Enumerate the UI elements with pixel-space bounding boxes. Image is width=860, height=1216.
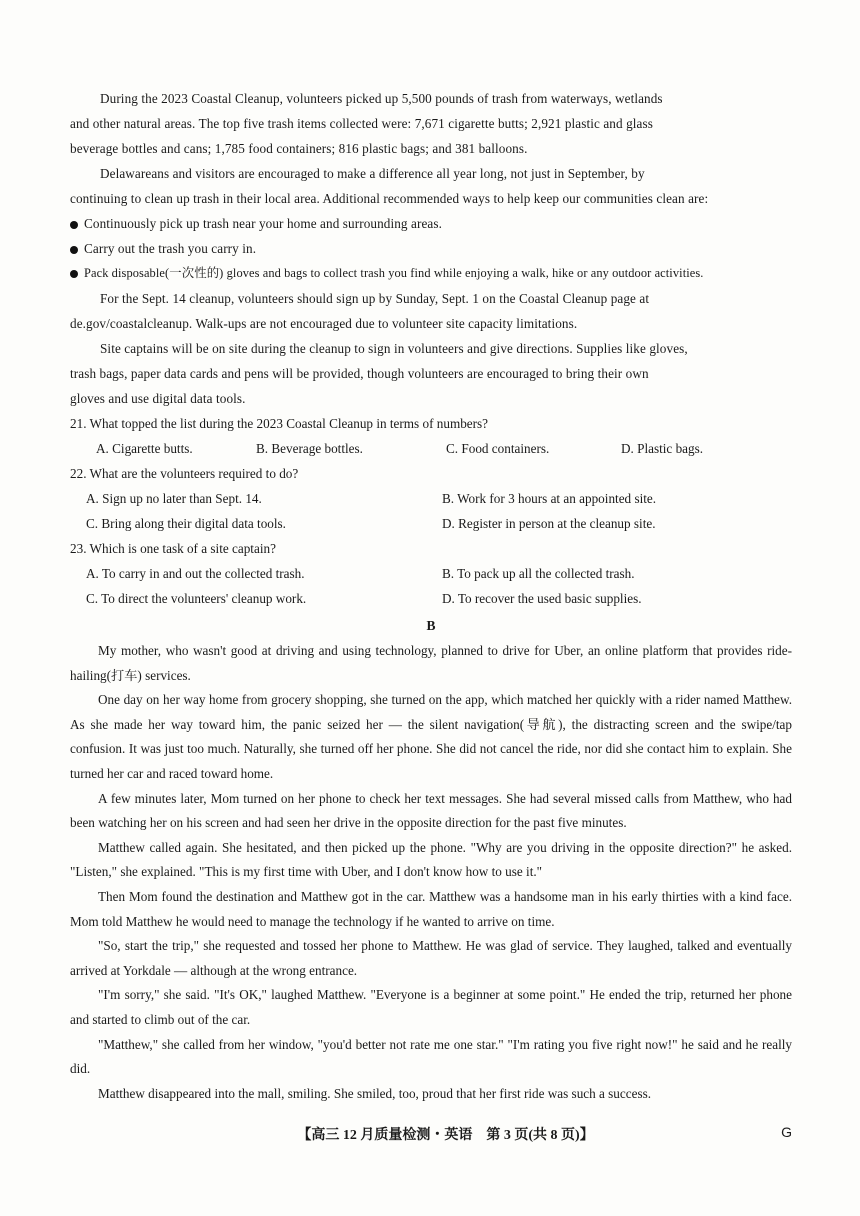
passage-a-line-3: beverage bottles and cans; 1,785 food containers; 816 plastic bags; and 381 balloons. — [70, 141, 528, 156]
section-b-paragraph: Matthew called again. She hesitated, and then picked up the phone. "Why are you driving in the opposite direction?" he asked. "Listen," she explained. "This is my first time with Uber, and I don't know how to use it." — [70, 839, 792, 880]
passage-a-line-4: Delawareans and visitors are encouraged to make a difference all year long, not just in September, by — [100, 166, 645, 181]
bullet-item — [70, 261, 792, 286]
question-21-stem: 21. What topped the list during the 2023 Coastal Cleanup in terms of numbers? — [70, 416, 489, 431]
question-22-stem: 22. What are the volunteers required to do? — [70, 466, 299, 481]
option-b: B. Work for 3 hours at an appointed site. — [442, 491, 657, 506]
bullet-text: Pack disposable(一次性的) gloves and bags to collect trash you find while enjoying a walk, hike or any outdoor activities. — [84, 266, 704, 280]
question-22-options-row-1 — [70, 486, 792, 511]
section-b-paragraph: "I'm sorry," she said. "It's OK," laughed Matthew. "Everyone is a beginner at some point." He ended the trip, returned her phone and started to climb out of the car. — [70, 987, 792, 1027]
section-b-paragraph: "Matthew," she called from her window, "you'd better not rate me one star." "I'm rating you five right now!" he said and he really did. — [70, 1036, 792, 1077]
question-21-options — [70, 436, 792, 461]
bullet-icon — [70, 270, 78, 278]
bullet-icon — [70, 246, 78, 254]
question-22-options-row-2 — [70, 511, 792, 536]
option-b: B. Beverage bottles. — [256, 441, 363, 456]
option-b: B. To pack up all the collected trash. — [442, 566, 635, 581]
question-23-stem: 23. Which is one task of a site captain? — [70, 541, 276, 556]
passage-a-line-7: de.gov/coastalcleanup. Walk-ups are not encouraged due to volunteer site capacity limitations. — [70, 316, 578, 331]
option-a: A. Sign up no later than Sept. 14. — [86, 491, 262, 506]
passage-a-line-1: During the 2023 Coastal Cleanup, volunteers picked up 5,500 pounds of trash from waterways, wetlands — [100, 91, 663, 106]
option-c: C. Bring along their digital data tools. — [86, 516, 286, 531]
option-a: A. To carry in and out the collected trash. — [86, 566, 305, 581]
footer-code: G — [781, 1124, 792, 1140]
bullet-item — [70, 211, 792, 236]
section-b-paragraph: Matthew disappeared into the mall, smiling. She smiled, too, proud that her first ride was such a success. — [98, 1085, 652, 1101]
passage-a-line-9: trash bags, paper data cards and pens will be provided, though volunteers are encouraged to bring their own — [70, 366, 649, 381]
question-23-options-row-2 — [70, 586, 792, 611]
page-footer — [70, 1124, 792, 1144]
footer-text: 【高三 12 月质量检测・英语 第 3 页(共 8 页)】 — [297, 1128, 594, 1143]
bullet-item — [70, 236, 792, 261]
exam-page — [70, 86, 792, 1106]
bullet-text: Continuously pick up trash near your home and surrounding areas. — [84, 216, 442, 231]
option-d: D. Register in person at the cleanup site. — [442, 516, 656, 531]
section-b-paragraph: A few minutes later, Mom turned on her phone to check her text messages. She had several missed calls from Matthew, who had been watching her on his screen and had seen her drive in the opposite direction for the past five minutes. — [70, 790, 792, 831]
passage-a-line-6: For the Sept. 14 cleanup, volunteers should sign up by Sunday, Sept. 1 on the Coastal Cleanup page at — [100, 291, 650, 306]
passage-a-line-10: gloves and use digital data tools. — [70, 391, 246, 406]
option-d: D. To recover the used basic supplies. — [442, 591, 642, 606]
passage-a-line-2: and other natural areas. The top five trash items collected were: 7,671 cigarette butts; 2,921 plastic and glass — [70, 116, 653, 131]
section-b-paragraph: My mother, who wasn't good at driving and using technology, planned to drive for Uber, an online platform that provides ride-hailing(打车) services. — [70, 643, 792, 683]
option-d: D. Plastic bags. — [621, 441, 704, 456]
section-b-paragraph: Then Mom found the destination and Matthew got in the car. Matthew was a handsome man in his early thirties with a kind face. Mom told Matthew he would need to manage the technology if he wanted to arrive on time. — [70, 888, 792, 929]
bullet-icon — [70, 221, 78, 229]
option-c: C. Food containers. — [446, 441, 550, 456]
section-b-paragraph: One day on her way home from grocery shopping, she turned on the app, which matched her quickly with a rider named Matthew. As she made her way toward him, the panic seized her — the silent navigation(导航), the distracting screen and the swipe/tap confusion. It was just too much. Naturally, she turned off her phone. She did not cancel the ride, nor did she contact him to explain. She turned her car and raced toward home. — [70, 692, 792, 781]
option-a: A. Cigarette butts. — [96, 441, 193, 456]
option-c: C. To direct the volunteers' cleanup work. — [86, 591, 307, 606]
question-23-options-row-1 — [70, 561, 792, 586]
bullet-text: Carry out the trash you carry in. — [84, 241, 257, 256]
passage-a-line-5: continuing to clean up trash in their local area. Additional recommended ways to help keep our communities clean are: — [70, 191, 709, 206]
passage-a-line-8: Site captains will be on site during the cleanup to sign in volunteers and give directions. Supplies like gloves, — [100, 341, 688, 356]
section-b-paragraph: "So, start the trip," she requested and tossed her phone to Matthew. He was glad of service. They laughed, talked and eventually arrived at Yorkdale — although at the wrong entrance. — [70, 938, 792, 978]
section-b-heading: B — [426, 618, 436, 633]
